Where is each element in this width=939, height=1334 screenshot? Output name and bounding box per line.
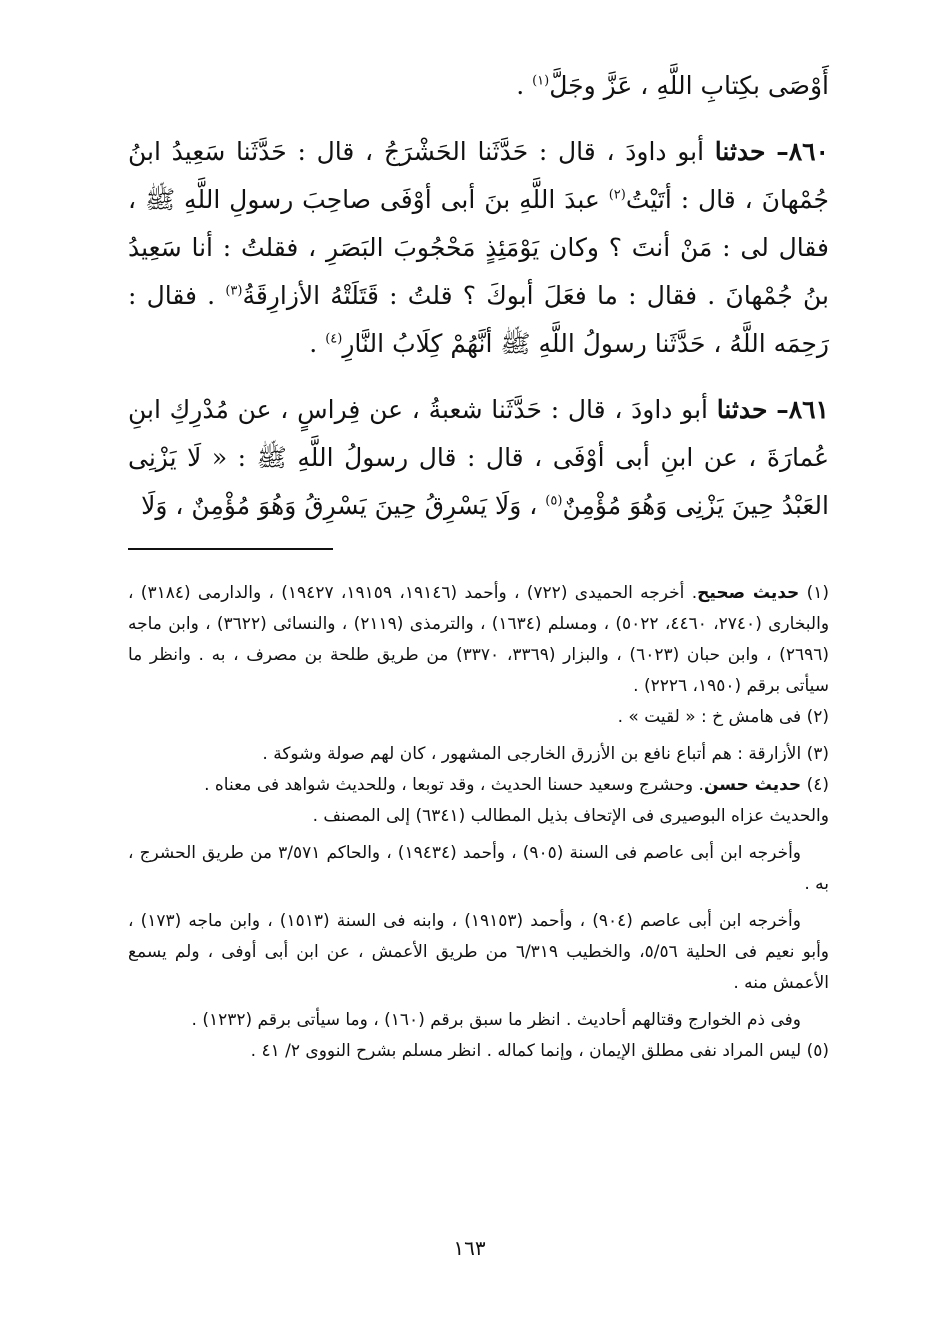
footnote-5: (٥) ليس المراد نفى مطلق الإيمان ، وإنما كماله . انظر مسلم بشرح النووى ٢/ ٤١ .: [250, 1041, 829, 1061]
footnote-separator: [128, 548, 333, 550]
footnote-4-paragraph-4: وأخرجه ابن أبى عاصم (٩٠٤) ، وأحمد (١٩١٥٣) ، وابنه فى السنة (١٥١٣) ، وابن ماجه (١٧٣) ، وأبو نعيم فى الحلية ٥/٥٦، والخطيب ٦/٣١٩ من طريق الأعمش ، عن ابن أبى أوفى ، ولم يسمع الأعمش منه .: [128, 911, 830, 993]
grading-label: حديث صحيح: [697, 583, 800, 603]
hadith-text: عبدَ اللَّهِ بنَ أبى أوْفَى صاحِبَ رسولِ اللَّهِ ﷺ ، فقال لى : مَنْ أنتَ ؟ وكان يَوْمَئِذٍ مَحْجُوبَ البَصَرِ ، فقلتُ : أنا سَعِيدُ بنُ جُمْهانَ . فقال : ما فعَلَ أبوكَ ؟ قلتُ : قَتَلَتْهُ الأزارِقَةُ: [128, 185, 830, 310]
hadith-text: .: [309, 329, 326, 358]
opening-text: أَوْصَى بكِتابِ اللَّهِ ، عَزَّ وجَلَّ: [549, 71, 829, 100]
footnote-4-paragraph-2: والحديث عزاه البوصيرى فى الإتحاف بذيل المطالب (٦٣٤١) إلى المصنف .: [312, 806, 829, 826]
footnote-text: . أخرجه الحميدى (٧٢٢) ، وأحمد (١٩١٤٦، ١٩١٥٩، ١٩٤٢٧) ، والدارمى (٣١٨٤) ، والبخارى (٢٧٤٠، ٤٤٦٠، ٥٠٢٢) ، ومسلم (١٦٣٤) ، والترمذى (٢١١٩) ، والنسائى (٣٦٢٢) ، وابن ماجه (٢٦٩٦) ، وابن حبان (٦٠٢٣) ، والبزار (٣٣٦٩، ٣٣٧٠) من طريق طلحة بن مصرف ، به . وانظر ما سيأتى برقم (١٩٥٠، ٢٢٢٦) .: [128, 583, 830, 696]
page-number: ١٦٣: [453, 1236, 486, 1260]
main-text: [128, 62, 829, 530]
footnote-4-paragraph-3: وأخرجه ابن أبى عاصم فى السنة (٩٠٥) ، وأحمد (١٩٤٣٤) ، والحاكم ٣/٥٧١ من طريق الحشرج ، به .: [128, 843, 829, 894]
footnote-ref-4[interactable]: (٤): [325, 331, 343, 347]
footnote-ref-1[interactable]: (١): [532, 73, 550, 89]
hadith-861: [128, 386, 829, 530]
footnote-ref-3[interactable]: (٣): [225, 283, 243, 299]
footnote-3: (٣) الأزارقة : هم أتباع نافع بن الأزرق الخارجى المشهور ، كان لهم صولة وشوكة .: [262, 744, 829, 764]
footnote-1: [128, 578, 829, 702]
footnote-number: (٤): [801, 775, 829, 795]
footnote-text: . وحشرج وسعيد حسنا الحديث ، وقد توبعا ، وللحديث شواهد فى معناه .: [204, 775, 704, 795]
hadith-number: ٨٦٠–: [776, 137, 829, 166]
footnote-ref-5[interactable]: (٥): [545, 493, 563, 509]
opening-line: [128, 62, 829, 110]
hadith-860: [128, 128, 829, 368]
footnote-number: (١): [799, 583, 830, 603]
hadith-intro: حدثنا: [714, 137, 766, 166]
footnote-4: [128, 770, 829, 801]
hadith-text: أبو داودَ ، قال : حَدَّثَنا شعبةُ ، عن فِراسٍ ، عن مُدْرِكِ ابنِ عُمارَةَ ، عن ابنِ أبى أوْفَى ، قال : قال رسولُ اللَّهِ ﷺ : « لَا يَزْنِى العَبْدُ حِينَ يَزْنِى وَهُوَ مُؤْمِنٌ: [128, 395, 829, 520]
footnote-4-paragraph-5: وفى ذم الخوارج وقتالهم أحاديث . انظر ما سبق برقم (١٦٠) ، وما سيأتى برقم (١٢٣٢) .: [191, 1010, 801, 1030]
hadith-number: ٨٦١–: [776, 395, 829, 424]
footnotes: [128, 578, 829, 1067]
hadith-intro: حدثنا: [716, 395, 768, 424]
hadith-text: أبو داودَ ، قال : حَدَّثَنا الحَشْرَجُ ، قال : حَدَّثَنا سَعِيدُ ابنُ جُمْهانَ ، قال : أتَيْتُ: [128, 137, 829, 214]
footnote-ref-2[interactable]: (٢): [608, 187, 626, 203]
footnote-2: (٢) فى هامش خ : « لقيت » .: [617, 707, 829, 727]
grading-label: حديث حسن: [703, 775, 802, 795]
hadith-text: ، وَلَا يَسْرِقُ حِينَ يَسْرِقُ وَهُوَ مُؤْمِنٌ ، وَلَا: [141, 491, 546, 520]
opening-end: .: [516, 71, 533, 100]
hadith-text: . فقال : رَحِمَه اللَّهُ ، حَدَّثَنا رسولُ اللَّهِ ﷺ أنَّهُمْ كِلَابُ النَّارِ: [128, 281, 829, 358]
